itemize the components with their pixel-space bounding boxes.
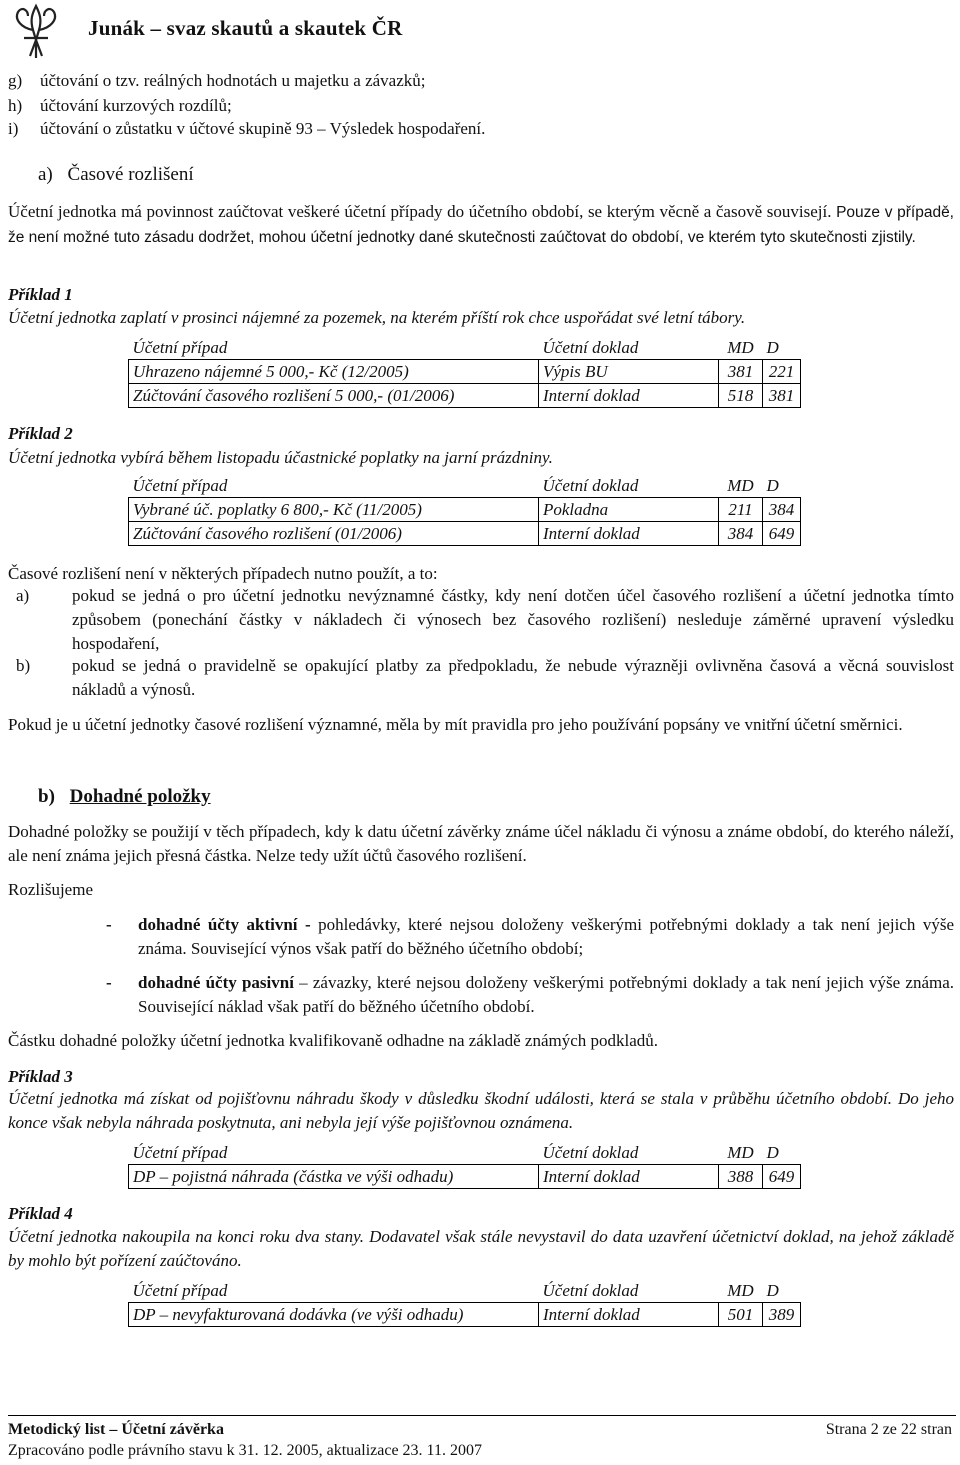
example-1-table: [128, 336, 801, 408]
header-title: Junák – svaz skautů a skautek ČR: [88, 16, 403, 40]
col-header: Účetní doklad: [539, 474, 719, 498]
section-b-paragraph: Dohadné položky se použijí v těch případech, kdy k datu účetní závěrky známe účel nákladu či výnosu a známe období, do kterého náleží, ale není známa jejich přesná částka. Nelze tedy užít účtů časového rozlišení.: [8, 822, 954, 865]
table-row: Uhrazeno nájemné 5 000,- Kč (12/2005) Výpis BU 381 221: [129, 360, 801, 384]
col-header: MD: [719, 1279, 763, 1303]
col-header: D: [763, 336, 801, 360]
not-needed-closing: Pokud je u účetní jednotky časové rozlišení významné, měla by mít pravidla pro jeho používání popsány ve vnitřní účetní směrnici.: [8, 715, 903, 734]
table-row: Zúčtování časového rozlišení (01/2006) Interní doklad 384 649: [129, 522, 801, 546]
example-2-text: Účetní jednotka vybírá během listopadu účastnické poplatky na jarní prázdniny.: [8, 448, 553, 467]
example-2-table: [128, 474, 801, 546]
col-header: Účetní případ: [129, 336, 539, 360]
col-header: D: [763, 1141, 801, 1165]
dash-item-active: - dohadné účty aktivní - pohledávky, které nejsou doloženy veškerými potřebnými doklady a tak není jejich výše známa. Související výnos však patří do běžného účetního období;: [106, 915, 954, 958]
col-header: MD: [719, 474, 763, 498]
table-row: Zúčtování časového rozlišení 5 000,- (01/2006) Interní doklad 518 381: [129, 384, 801, 408]
distinguish-label: Rozlišujeme: [8, 880, 93, 899]
col-header: MD: [719, 1141, 763, 1165]
col-header: Účetní doklad: [539, 336, 719, 360]
col-header: Účetní doklad: [539, 1141, 719, 1165]
table-row: DP – pojistná náhrada (částka ve výši odhadu) Interní doklad 388 649: [129, 1165, 801, 1189]
example-3-table: [128, 1141, 801, 1189]
example-4-title: Příklad 4: [8, 1204, 73, 1223]
example-3-title: Příklad 3: [8, 1067, 73, 1086]
col-header: MD: [719, 336, 763, 360]
col-header: Účetní případ: [129, 1141, 539, 1165]
list-item: i) účtování o zůstatku v účtové skupině 93 – Výsledek hospodaření.: [8, 119, 486, 138]
col-header: D: [763, 1279, 801, 1303]
dash-item-passive: - dohadné účty pasivní – závazky, které nejsou doloženy veškerými potřebnými doklady a tak není jejich výše známa. Související náklad však patří do běžného účetního období.: [106, 973, 955, 1016]
example-3-text: Účetní jednotka má získat od pojišťovnu náhradu škody v důsledku škodní události, která se stala v průběhu účetního období. Do jeho konce však nebyla náhrada poskytnuta, ani nebyla její výše pojišťovnou oznámena.: [8, 1089, 954, 1132]
list-item: b) pokud se jedná o pravidelně se opakující platby za předpokladu, že nebude výrazněji ovlivněna časová a věcná souvislost nákladů a výnosů.: [16, 656, 954, 699]
table-row: DP – nevyfakturovaná dodávka (ve výši odhadu) Interní doklad 501 389: [129, 1303, 801, 1327]
table-row: Vybrané úč. poplatky 6 800,- Kč (11/2005) Pokladna 211 384: [129, 498, 801, 522]
example-2-title: Příklad 2: [8, 424, 73, 443]
not-needed-intro: Časové rozlišení není v některých případech nutno použít, a to:: [8, 564, 438, 583]
footer-page-number: Strana 2 ze 22 stran: [825, 1421, 952, 1438]
footer-revision: Zpracováno podle právního stavu k 31. 12. 2005, aktualizace 23. 11. 2007: [8, 1442, 482, 1459]
list-item: g) účtování o tzv. reálných hodnotách u majetku a závazků;: [8, 71, 426, 90]
col-header: Účetní případ: [129, 474, 539, 498]
section-b-paragraph-2: Částku dohadné položky účetní jednotka kvalifikovaně odhadne na základě známých podkladů.: [8, 1031, 659, 1050]
example-1-text: Účetní jednotka zaplatí v prosinci nájemné za pozemek, na kterém příští rok chce uspořádat své letní tábory.: [8, 308, 746, 327]
example-4-table: [128, 1279, 801, 1327]
scout-lily-logo: [4, 0, 68, 64]
col-header: Účetní případ: [129, 1279, 539, 1303]
example-1-title: Příklad 1: [8, 285, 73, 304]
example-4-text: Účetní jednotka nakoupila na konci roku dva stany. Dodavatel však stále nevystavil do data uzavření účetnictví doklad, na jehož základě by mohlo být pořízení zaúčtováno.: [8, 1227, 954, 1270]
list-item: h) účtování kurzových rozdílů;: [8, 96, 232, 115]
footer-doc-title: Metodický list – Účetní závěrka: [8, 1421, 224, 1438]
col-header: Účetní doklad: [539, 1279, 719, 1303]
section-heading-a: a) Časové rozlišení: [38, 164, 194, 185]
col-header: D: [763, 474, 801, 498]
section-heading-b: b) Dohadné položky: [38, 786, 211, 807]
footer-divider: [8, 1415, 956, 1416]
list-item: a) pokud se jedná o pro účetní jednotku nevýznamné částky, kdy není dotčen účel časového rozlišení a účetní jednotka tímto způsobem (ponechání částky v nákladech či výnosech bez časového rozlišení) nesleduje záměrné upravení výsledku hospodaření,: [16, 586, 954, 653]
section-a-paragraph: Účetní jednotka má povinnost zaúčtovat veškeré účetní případy do účetního období, se kterým věcně a časově souvisejí. Pouze v případě, že není možné tuto zásadu dodržet, mohou účetní jednotky dané skutečnosti zaúčtovat do období, ve kterém tyto skutečnosti zjistily.: [8, 202, 954, 246]
